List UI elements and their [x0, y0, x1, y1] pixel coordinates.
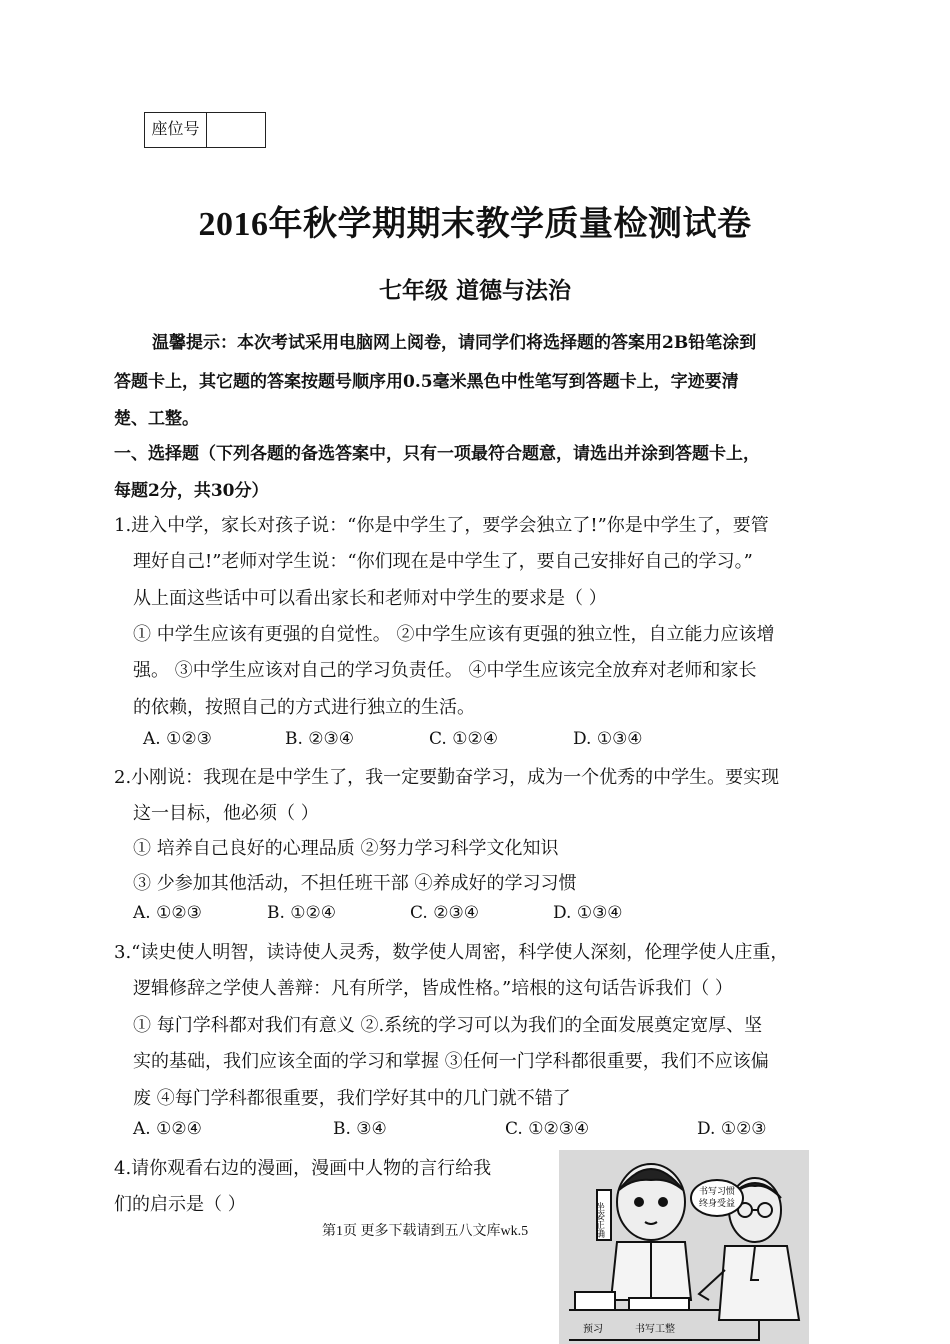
seat-number-box	[144, 112, 266, 148]
cartoon-bubble-text-2: 终身受益	[698, 1199, 736, 1209]
q2-line-3: ① 培养自己良好的心理品质 ②努力学习科学文化知识	[133, 838, 559, 859]
cartoon-bubble-text: 书写习惯	[698, 1187, 736, 1197]
cartoon-drawing	[559, 1150, 809, 1344]
q3-option-c[interactable]: C. ①②③④	[505, 1119, 590, 1139]
q2-option-d[interactable]: D. ①③④	[553, 903, 623, 923]
q3-option-b[interactable]: B. ③④	[333, 1119, 387, 1139]
q1-line-5: 强。 ③中学生应该对自己的学习负责任。 ④中学生应该完全放弃对老师和家长	[133, 660, 757, 681]
q1-line-1: 1.进入中学，家长对孩子说：“你是中学生了，要学会独立了!”你是中学生了，要管	[114, 515, 769, 536]
q1-line-4: ① 中学生应该有更强的自觉性。 ②中学生应该有更强的独立性，自立能力应该增	[133, 624, 775, 645]
exam-title: 2016年秋学期期末教学质量检测试卷	[198, 206, 752, 243]
q3-options	[133, 1119, 767, 1139]
q3-line-2: 逻辑修辞之学使人善辩：凡有所学，皆成性格。”培根的这句话告诉我们（ ）	[133, 978, 733, 999]
q2-option-a[interactable]: A. ①②③	[133, 903, 202, 923]
section-heading-1: 一、选择题（下列各题的备选答案中，只有一项最符合题意，请选出并涂到答题卡上，	[114, 444, 760, 464]
q1-option-c[interactable]: C. ①②④	[429, 729, 498, 749]
q3-line-1: 3.“读史使人明智，读诗使人灵秀，数学使人周密，科学使人深刻，伦理学使人庄重，	[114, 942, 789, 963]
q2-line-1: 2.小刚说：我现在是中学生了，我一定要勤奋学习，成为一个优秀的中学生。要实现	[114, 767, 780, 788]
seat-number-blank	[207, 113, 265, 147]
q3-line-3: ① 每门学科都对我们有意义 ②.系统的学习可以为我们的全面发展奠定宽厚、坚	[133, 1015, 763, 1036]
q1-line-2: 理好自己!”老师对学生说：“你们现在是中学生了，要自己安排好自己的学习。”	[133, 551, 753, 572]
section-heading-2: 每题2分，共30分）	[114, 481, 269, 501]
q1-line-6: 的依赖，按照自己的方式进行独立的生活。	[133, 697, 475, 718]
cartoon-side-label: 坐姿正确	[594, 1202, 604, 1238]
seat-number-label: 座位号	[145, 113, 207, 147]
page-footer: 第1页 更多下载请到五八文库wk.5	[322, 1224, 529, 1239]
q3-line-4: 实的基础，我们应该全面的学习和掌握 ③任何一门学科都很重要，我们不应该偏	[133, 1051, 769, 1072]
q2-line-4: ③ 少参加其他活动，不担任班干部 ④养成好的学习习惯	[133, 873, 577, 894]
q4-line-2: 们的启示是（ ）	[114, 1194, 246, 1215]
q4-line-1: 4.请你观看右边的漫画，漫画中人物的言行给我	[114, 1158, 492, 1179]
q1-options	[143, 729, 643, 749]
cartoon-left-label: 预习	[583, 1324, 603, 1335]
notice-line-1: 温馨提示：本次考试采用电脑网上阅卷，请同学们将选择题的答案用2B铅笔涂到	[152, 333, 757, 353]
q2-line-2: 这一目标，他必须（ ）	[133, 803, 319, 824]
notice-line-2: 答题卡上，其它题的答案按题号顺序用0.5毫米黑色中性笔写到答题卡上，字迹要清	[114, 372, 739, 392]
q1-option-b[interactable]: B. ②③④	[285, 729, 355, 749]
q3-option-d[interactable]: D. ①②③	[697, 1119, 767, 1139]
cartoon-right-label: 书写工整	[635, 1324, 675, 1335]
q2-options	[133, 903, 623, 923]
cartoon-image	[559, 1150, 809, 1344]
q3-line-5: 废 ④每门学科都很重要，我们学好其中的几门就不错了	[133, 1088, 571, 1109]
q1-option-d[interactable]: D. ①③④	[573, 729, 643, 749]
q2-option-b[interactable]: B. ①②④	[267, 903, 337, 923]
exam-subtitle: 七年级 道德与法治	[378, 277, 571, 304]
q1-option-a[interactable]: A. ①②③	[143, 729, 212, 749]
notice-line-3: 楚、工整。	[114, 409, 199, 429]
q3-option-a[interactable]: A. ①②④	[133, 1119, 202, 1139]
q2-option-c[interactable]: C. ②③④	[410, 903, 479, 923]
q1-line-3: 从上面这些话中可以看出家长和老师对中学生的要求是（ ）	[133, 588, 607, 609]
